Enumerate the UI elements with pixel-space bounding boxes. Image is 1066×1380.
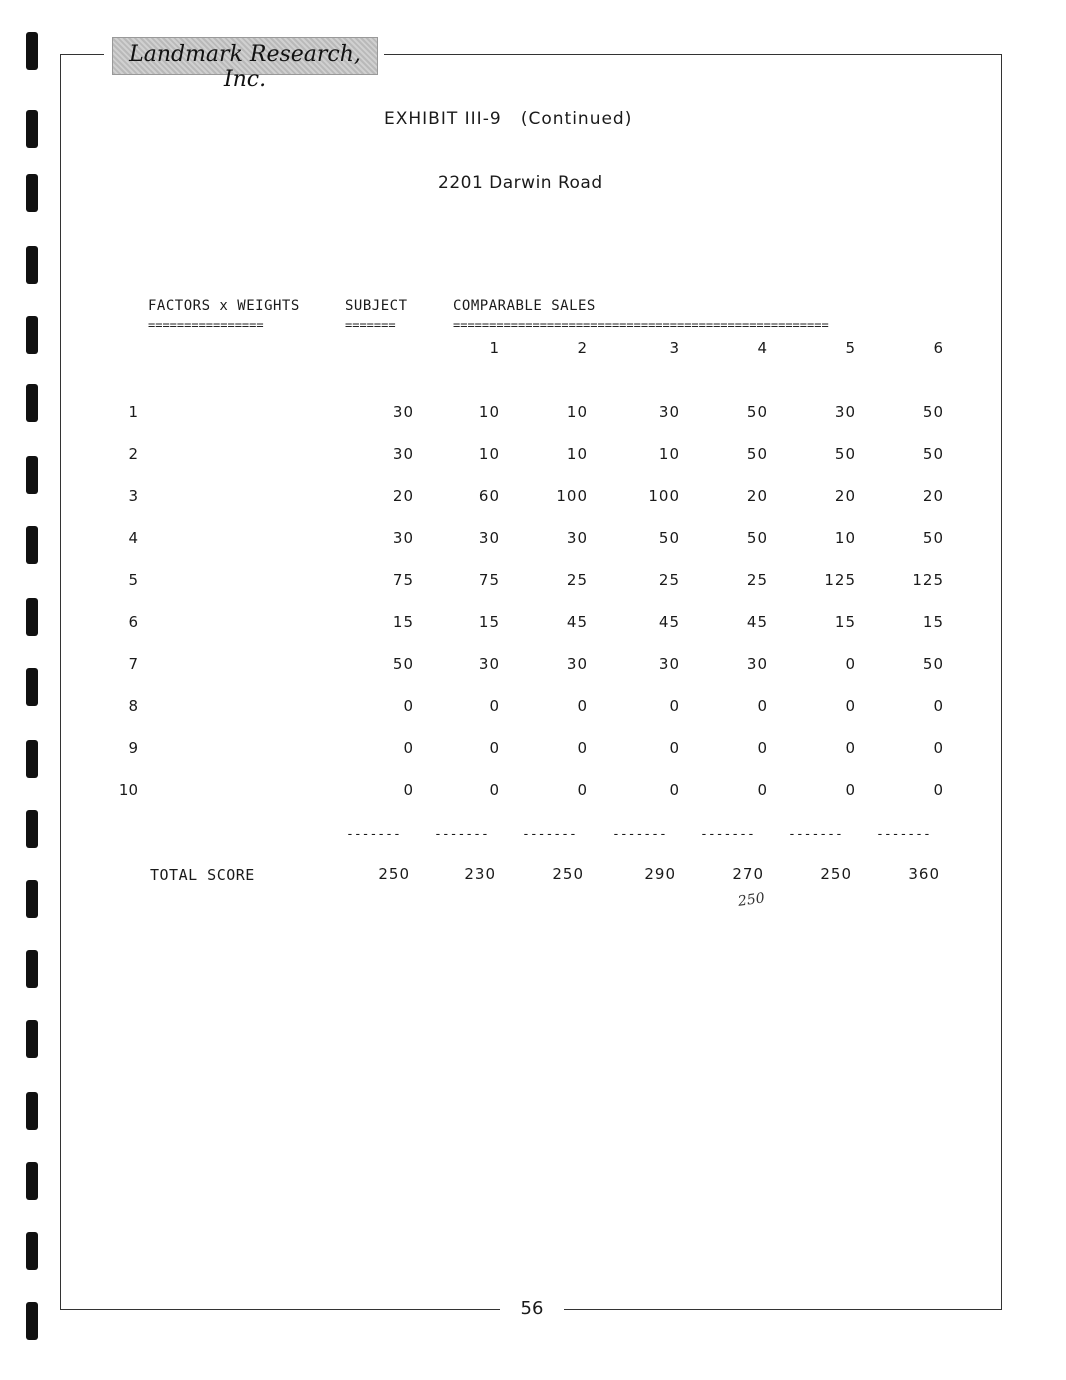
factor-row-label: 4 bbox=[128, 529, 138, 547]
comparable-score-cell: 10 bbox=[478, 445, 500, 463]
comparable-score-cell: 100 bbox=[648, 487, 680, 505]
comparable-score-cell: 20 bbox=[746, 487, 768, 505]
comparable-score-cell: 30 bbox=[658, 403, 680, 421]
subtotal-dash-rule: ------- bbox=[346, 827, 401, 842]
comparable-score-cell: 15 bbox=[478, 613, 500, 631]
comparable-score-cell: 50 bbox=[922, 529, 944, 547]
factor-row-label: 9 bbox=[128, 739, 138, 757]
comparable-score-cell: 30 bbox=[834, 403, 856, 421]
subject-score-cell: 30 bbox=[392, 529, 414, 547]
binder-hole bbox=[26, 1232, 38, 1270]
comparable-score-cell: 0 bbox=[577, 781, 588, 799]
total-comparable-cell: 230 bbox=[464, 865, 496, 883]
comparable-column-header: 3 bbox=[669, 339, 680, 357]
comparable-score-cell: 15 bbox=[922, 613, 944, 631]
subtotal-dash-rule: ------- bbox=[700, 827, 755, 842]
comparable-score-cell: 45 bbox=[658, 613, 680, 631]
binder-holes bbox=[24, 32, 40, 1352]
total-subject-cell: 250 bbox=[378, 865, 410, 883]
comparable-score-cell: 10 bbox=[566, 403, 588, 421]
comparable-score-cell: 0 bbox=[757, 697, 768, 715]
comparable-column-header: 6 bbox=[933, 339, 944, 357]
subject-score-cell: 15 bbox=[392, 613, 414, 631]
comparable-column-header: 4 bbox=[757, 339, 768, 357]
comparable-score-cell: 50 bbox=[834, 445, 856, 463]
factor-row-label: 6 bbox=[128, 613, 138, 631]
comparable-score-cell: 50 bbox=[746, 403, 768, 421]
comparable-score-cell: 0 bbox=[933, 781, 944, 799]
comparable-score-cell: 25 bbox=[566, 571, 588, 589]
comparable-score-cell: 30 bbox=[746, 655, 768, 673]
comparable-score-cell: 0 bbox=[757, 781, 768, 799]
header-subject: SUBJECT bbox=[345, 298, 408, 314]
comparable-score-cell: 0 bbox=[489, 739, 500, 757]
factor-row-label: 1 bbox=[128, 403, 138, 421]
total-comparable-cell: 250 bbox=[820, 865, 852, 883]
binder-hole bbox=[26, 526, 38, 564]
binder-hole bbox=[26, 668, 38, 706]
binder-hole bbox=[26, 740, 38, 778]
comparable-score-cell: 50 bbox=[746, 445, 768, 463]
subtotal-dash-rule: ------- bbox=[434, 827, 489, 842]
binder-hole bbox=[26, 1092, 38, 1130]
comparable-score-cell: 75 bbox=[478, 571, 500, 589]
handwritten-note: 250 bbox=[737, 890, 766, 910]
subject-score-cell: 30 bbox=[392, 403, 414, 421]
comparable-score-cell: 10 bbox=[834, 529, 856, 547]
property-address: 2201 Darwin Road bbox=[438, 173, 603, 193]
logo-text: Landmark Research, Inc. bbox=[129, 42, 361, 92]
comparable-score-cell: 60 bbox=[478, 487, 500, 505]
header-rule-factors: ================ bbox=[148, 318, 264, 332]
comparable-score-cell: 0 bbox=[669, 781, 680, 799]
total-comparable-cell: 290 bbox=[644, 865, 676, 883]
comparable-score-cell: 50 bbox=[658, 529, 680, 547]
header-rule-comparable: ==================================================== bbox=[453, 318, 829, 332]
factor-row-label: 7 bbox=[128, 655, 138, 673]
binder-hole bbox=[26, 950, 38, 988]
subject-score-cell: 30 bbox=[392, 445, 414, 463]
comparable-score-cell: 0 bbox=[845, 739, 856, 757]
subject-score-cell: 75 bbox=[392, 571, 414, 589]
comparable-score-cell: 0 bbox=[757, 739, 768, 757]
comparable-score-cell: 0 bbox=[845, 655, 856, 673]
binder-hole bbox=[26, 1020, 38, 1058]
binder-hole bbox=[26, 810, 38, 848]
comparable-score-cell: 45 bbox=[566, 613, 588, 631]
binder-hole bbox=[26, 1162, 38, 1200]
subject-score-cell: 20 bbox=[392, 487, 414, 505]
total-comparable-cell: 250 bbox=[552, 865, 584, 883]
comparable-score-cell: 50 bbox=[922, 403, 944, 421]
exhibit-title: EXHIBIT III-9 (Continued) bbox=[384, 109, 633, 129]
factor-row-label: 2 bbox=[128, 445, 138, 463]
comparable-score-cell: 125 bbox=[824, 571, 856, 589]
comparable-score-cell: 100 bbox=[556, 487, 588, 505]
binder-hole bbox=[26, 174, 38, 212]
comparable-score-cell: 30 bbox=[478, 655, 500, 673]
comparable-score-cell: 0 bbox=[933, 739, 944, 757]
comparable-score-cell: 30 bbox=[566, 529, 588, 547]
comparable-score-cell: 30 bbox=[478, 529, 500, 547]
comparable-score-cell: 50 bbox=[922, 655, 944, 673]
binder-hole bbox=[26, 246, 38, 284]
total-comparable-cell: 270 bbox=[732, 865, 764, 883]
binder-hole bbox=[26, 110, 38, 148]
comparable-score-cell: 0 bbox=[669, 697, 680, 715]
binder-hole bbox=[26, 1302, 38, 1340]
comparable-score-cell: 45 bbox=[746, 613, 768, 631]
comparable-score-cell: 0 bbox=[845, 697, 856, 715]
comparable-score-cell: 30 bbox=[658, 655, 680, 673]
subject-score-cell: 0 bbox=[403, 697, 414, 715]
comparable-score-cell: 0 bbox=[489, 781, 500, 799]
subtotal-dash-rule: ------- bbox=[522, 827, 577, 842]
binder-hole bbox=[26, 456, 38, 494]
subject-score-cell: 0 bbox=[403, 739, 414, 757]
company-logo bbox=[112, 37, 378, 92]
page-number: 56 bbox=[520, 1298, 544, 1319]
factor-row-label: 3 bbox=[128, 487, 138, 505]
comparable-score-cell: 10 bbox=[658, 445, 680, 463]
comparable-score-cell: 30 bbox=[566, 655, 588, 673]
subject-score-cell: 50 bbox=[392, 655, 414, 673]
factor-row-label: 10 bbox=[118, 781, 138, 799]
comparable-score-cell: 25 bbox=[658, 571, 680, 589]
header-rule-subject: ======= bbox=[345, 318, 396, 332]
comparable-score-cell: 10 bbox=[566, 445, 588, 463]
comparable-score-cell: 25 bbox=[746, 571, 768, 589]
binder-hole bbox=[26, 32, 38, 70]
binder-hole bbox=[26, 384, 38, 422]
comparable-score-cell: 50 bbox=[922, 445, 944, 463]
comparable-score-cell: 125 bbox=[912, 571, 944, 589]
total-comparable-cell: 360 bbox=[908, 865, 940, 883]
comparable-score-cell: 20 bbox=[922, 487, 944, 505]
subtotal-dash-rule: ------- bbox=[612, 827, 667, 842]
binder-hole bbox=[26, 598, 38, 636]
comparable-score-cell: 0 bbox=[577, 739, 588, 757]
comparable-score-cell: 0 bbox=[489, 697, 500, 715]
subject-score-cell: 0 bbox=[403, 781, 414, 799]
total-score-label: TOTAL SCORE bbox=[150, 866, 255, 884]
comparable-score-cell: 0 bbox=[669, 739, 680, 757]
comparable-score-cell: 0 bbox=[577, 697, 588, 715]
binder-hole bbox=[26, 880, 38, 918]
comparable-column-header: 5 bbox=[845, 339, 856, 357]
comparable-score-cell: 20 bbox=[834, 487, 856, 505]
comparable-score-cell: 15 bbox=[834, 613, 856, 631]
header-factors: FACTORS x WEIGHTS bbox=[148, 298, 300, 314]
page-frame bbox=[60, 54, 1002, 1310]
factor-row-label: 8 bbox=[128, 697, 138, 715]
subtotal-dash-rule: ------- bbox=[788, 827, 843, 842]
comparable-score-cell: 10 bbox=[478, 403, 500, 421]
comparable-column-header: 1 bbox=[489, 339, 500, 357]
comparable-column-header: 2 bbox=[577, 339, 588, 357]
binder-hole bbox=[26, 316, 38, 354]
subtotal-dash-rule: ------- bbox=[876, 827, 931, 842]
comparable-score-cell: 0 bbox=[845, 781, 856, 799]
factor-row-label: 5 bbox=[128, 571, 138, 589]
header-comparable-sales: COMPARABLE SALES bbox=[453, 298, 596, 314]
comparable-score-cell: 50 bbox=[746, 529, 768, 547]
comparable-score-cell: 0 bbox=[933, 697, 944, 715]
